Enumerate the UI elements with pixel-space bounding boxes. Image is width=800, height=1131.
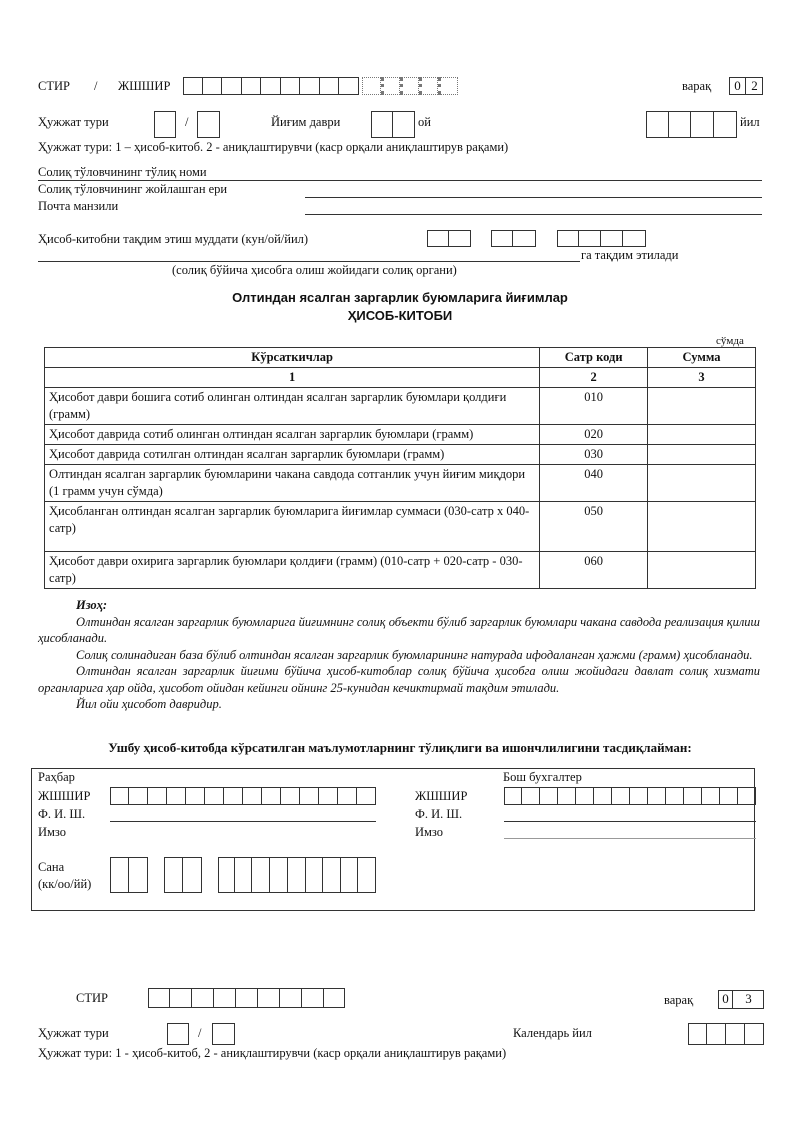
head-jshshir-label: ЖШШИР [38, 789, 91, 803]
table-row [45, 445, 756, 465]
accountant-fio-line[interactable] [504, 821, 756, 822]
line-code-cell: 030 [540, 445, 648, 465]
report-title: Олтиндан ясалган заргарлик буюмларига йиғимлар [232, 290, 568, 305]
accountant-jshshir-cells[interactable] [504, 787, 756, 805]
slash-separator: / [94, 79, 98, 93]
indicator-cell: Ҳисобланган олтиндан ясалган заргарлик буюмларига йиғимлар суммаси (030-сатр х 040-сатр) [45, 502, 540, 552]
confirmation-statement: Ушбу ҳисоб-китобда кўрсатилган маълумотларнинг тўлиқлиги ва ишончлилигини тасдиқлайман: [108, 740, 692, 755]
date-label: Сана [38, 860, 65, 874]
taxpayer-name-line[interactable] [38, 180, 762, 181]
line-code-cell: 020 [540, 425, 648, 445]
accountant-fio-label: Ф. И. Ш. [415, 807, 463, 821]
notes-block [38, 597, 760, 713]
submitted-suffix: га тақдим этилади [581, 248, 679, 262]
footer-doc-type-note: Ҳужжат тури: 1 - ҳисоб-китоб, 2 - аниқлаштирувчи (каср орқали аниқлаштирув рақами) [38, 1046, 507, 1060]
indicator-cell: Ҳисобот даври охирига заргарлик буюмлари қолдиғи (грамм) (010-сатр + 020-сатр - 030-сатр) [45, 552, 540, 589]
postal-address-label: Почта манзили [38, 199, 119, 213]
sum-input-cell[interactable] [648, 425, 756, 445]
stir-label: СТИР [38, 79, 70, 93]
year-label: йил [740, 115, 760, 129]
sheet-digit-1: 0 [734, 78, 741, 93]
head-jshshir-cells[interactable] [110, 787, 376, 805]
accountant-signature-line[interactable] [504, 838, 756, 839]
sum-input-cell[interactable] [648, 552, 756, 589]
sum-input-cell[interactable] [648, 502, 756, 552]
sheet-digit-2: 2 [751, 78, 758, 93]
note-paragraph: Йил ойи ҳисобот давридир. [76, 697, 222, 711]
table-header-row [45, 348, 756, 368]
jshshir-label: ЖШШИР [118, 79, 171, 93]
postal-address-line[interactable] [305, 214, 762, 215]
footer-sheet-label: варақ [664, 993, 694, 1007]
sum-input-cell[interactable] [648, 445, 756, 465]
column-number: 2 [540, 368, 648, 388]
column-number: 3 [648, 368, 756, 388]
notes-heading: Изоҳ: [76, 598, 108, 612]
unit-label: сўмда [716, 335, 744, 347]
line-code-cell: 060 [540, 552, 648, 589]
jshshir-input-cells[interactable] [362, 77, 458, 95]
footer-doc-type-slash: / [198, 1026, 202, 1040]
deadline-month-cells[interactable] [491, 230, 536, 247]
doc-type-note: Ҳужжат тури: 1 – ҳисоб-китоб. 2 - аниқлаштирувчи (каср орқали аниқлаштирув рақами) [38, 140, 509, 154]
column-header-indicators: Кўрсаткичлар [45, 348, 540, 368]
deadline-day-cells[interactable] [427, 230, 471, 247]
indicator-cell: Ҳисобот даврида сотилган олтиндан ясалган заргарлик буюмлари (грамм) [45, 445, 540, 465]
sheet-label: варақ [682, 79, 712, 93]
taxpayer-location-label: Солиқ тўловчининг жойлашган ери [38, 182, 228, 196]
report-subtitle: ҲИСОБ-КИТОБИ [347, 308, 453, 323]
head-label: Раҳбар [38, 770, 75, 784]
sum-input-cell[interactable] [648, 388, 756, 425]
note-paragraph: Солиқ солинадиган база бўлиб олтиндан ясалган заргарлик буюмларининг натурада ифодаланган ҳажми (грамм) ҳисобланади. [76, 647, 753, 662]
line-code-cell: 050 [540, 502, 648, 552]
footer-doc-type-input[interactable] [167, 1023, 189, 1045]
period-month-cells[interactable] [371, 111, 415, 138]
table-row [45, 388, 756, 425]
taxpayer-location-line[interactable] [305, 197, 762, 198]
stir-input-cells[interactable] [183, 77, 359, 95]
doc-type-fraction-input[interactable] [197, 111, 220, 138]
indicator-cell: Олтиндан ясалган заргарлик буюмларини чакана савдода сотганлик учун йиғим миқдори (1 грамм учун сўмда) [45, 465, 540, 502]
head-fio-label: Ф. И. Ш. [38, 807, 86, 821]
calendar-year-label: Календарь йил [513, 1026, 592, 1040]
table-row [45, 465, 756, 502]
chief-accountant-label: Бош бухгалтер [503, 770, 582, 784]
head-fio-line[interactable] [110, 821, 376, 822]
sum-input-cell[interactable] [648, 465, 756, 502]
column-header-sum: Сумма [648, 348, 756, 368]
column-header-line-code: Сатр коди [540, 348, 648, 368]
column-number: 1 [45, 368, 540, 388]
date-day-cells[interactable] [110, 857, 148, 893]
accountant-signature-label: Имзо [415, 825, 444, 839]
taxpayer-name-label: Солиқ тўловчининг тўлиқ номи [38, 165, 207, 179]
tax-authority-line[interactable] [38, 261, 580, 262]
doc-type-input[interactable] [154, 111, 176, 138]
date-year-cells[interactable] [218, 857, 376, 893]
report-table [44, 347, 756, 589]
doc-type-label: Ҳужжат тури [38, 115, 109, 129]
calendar-year-cells[interactable] [688, 1023, 764, 1045]
footer-stir-cells[interactable] [148, 988, 345, 1008]
period-year-cells[interactable] [646, 111, 737, 138]
footer-stir-label: СТИР [76, 991, 108, 1005]
line-code-cell: 010 [540, 388, 648, 425]
table-row [45, 552, 756, 589]
note-paragraph: Олтиндан ясалган заргарлик йиғими бўйича ҳисоб-китоблар солиқ бўйича ҳисобга олиш жойидаги давлат солиқ хизмати органларига ҳар ойда, ҳисобот ойидан кейинги ойнинг 25-кунидан кечиктирмай тақдим этилади. [38, 664, 760, 695]
deadline-year-cells[interactable] [557, 230, 646, 247]
month-label: ой [418, 115, 431, 129]
indicator-cell: Ҳисобот даврида сотиб олинган олтиндан ясалган заргарлик буюмлари (грамм) [45, 425, 540, 445]
note-paragraph: Олтиндан ясалган заргарлик буюмларига йиғимнинг солиқ объекти бўлиб заргарлик буюмлари чакана савдода реализация қилиш ҳисобланади. [38, 614, 760, 645]
table-column-numbers-row [45, 368, 756, 388]
tax-period-label: Йиғим даври [271, 115, 341, 129]
deadline-label: Ҳисоб-китобни тақдим этиш муддати (кун/ой/йил) [38, 232, 309, 246]
footer-doc-type-fraction-input[interactable] [212, 1023, 235, 1045]
line-code-cell: 040 [540, 465, 648, 502]
date-format-label: (кк/оо/йй) [38, 877, 92, 891]
footer-doc-type-label: Ҳужжат тури [38, 1026, 109, 1040]
accountant-jshshir-label: ЖШШИР [415, 789, 468, 803]
table-row [45, 425, 756, 445]
footer-sheet-digit-2: 3 [745, 991, 752, 1006]
indicator-cell: Ҳисобот даври бошига сотиб олинган олтиндан ясалган заргарлик буюмлари қолдиғи (грамм) [45, 388, 540, 425]
head-signature-label: Имзо [38, 825, 67, 839]
date-month-cells[interactable] [164, 857, 202, 893]
tax-authority-caption: (солиқ бўйича ҳисобга олиш жойидаги солиқ органи) [172, 263, 457, 277]
doc-type-slash: / [185, 115, 189, 129]
footer-sheet-digit-1: 0 [722, 991, 729, 1006]
table-row [45, 502, 756, 552]
